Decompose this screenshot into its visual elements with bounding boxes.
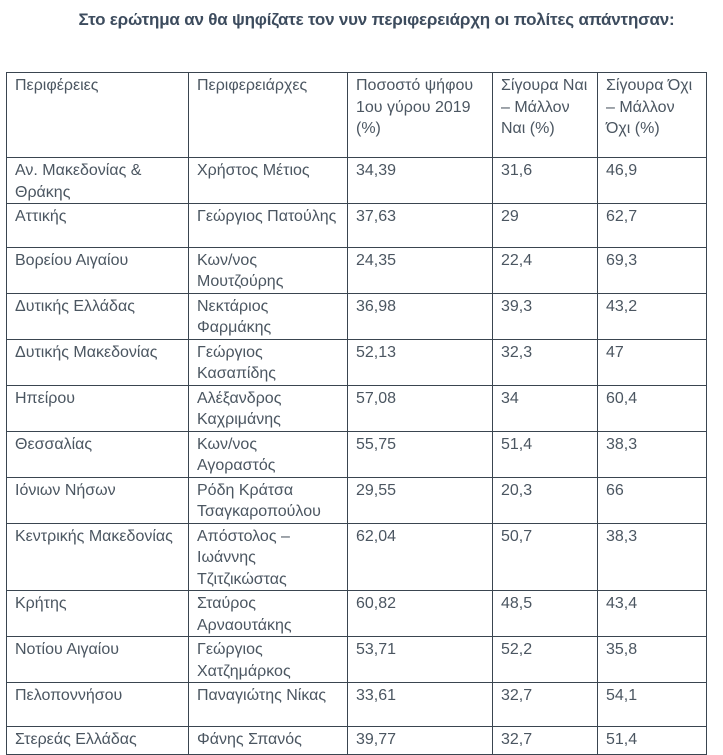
table-row (7, 293, 707, 339)
cell-yes-percent: 32,3 (493, 339, 598, 385)
cell-no-percent: 51,4 (598, 726, 707, 754)
cell-yes-percent: 34 (493, 385, 598, 431)
cell-first-round-vote: 52,13 (348, 339, 493, 385)
table-row (7, 591, 707, 637)
cell-region: Βορείου Αιγαίου (7, 247, 189, 293)
cell-yes-percent: 39,3 (493, 293, 598, 339)
cell-region: Κεντρικής Μακεδονίας (7, 523, 189, 591)
table-row (7, 683, 707, 727)
cell-region: Ιόνιων Νήσων (7, 477, 189, 523)
cell-region: Νοτίου Αιγαίου (7, 637, 189, 683)
cell-region: Αν. Μακεδονίας & Θράκης (7, 158, 189, 204)
cell-no-percent: 66 (598, 477, 707, 523)
cell-no-percent: 43,2 (598, 293, 707, 339)
cell-no-percent: 38,3 (598, 431, 707, 477)
cell-governor: Ρόδη Κράτσα Τσαγκαροπούλου (189, 477, 348, 523)
cell-governor: Γεώργιος Κασαπίδης (189, 339, 348, 385)
cell-no-percent: 60,4 (598, 385, 707, 431)
table-row (7, 339, 707, 385)
cell-yes-percent: 31,6 (493, 158, 598, 204)
page-title: Στο ερώτημα αν θα ψηφίζατε τον νυν περιφερειάρχη οι πολίτες απάντησαν: (78, 10, 675, 29)
cell-governor: Γεώργιος Χατζημάρκος (189, 637, 348, 683)
cell-region: Δυτικής Ελλάδας (7, 293, 189, 339)
cell-yes-percent: 20,3 (493, 477, 598, 523)
cell-first-round-vote: 39,77 (348, 726, 493, 754)
cell-governor: Κων/νος Μουτζούρης (189, 247, 348, 293)
cell-governor: Απόστολος – Ιωάννης Τζιτζικώστας (189, 523, 348, 591)
cell-no-percent: 62,7 (598, 204, 707, 248)
cell-governor: Σταύρος Αρναουτάκης (189, 591, 348, 637)
cell-yes-percent: 22,4 (493, 247, 598, 293)
header-first-round-vote: Ποσοστό ψήφου 1ου γύρου 2019 (%) (348, 73, 493, 158)
table-row (7, 385, 707, 431)
header-regions: Περιφέρειες (7, 73, 189, 158)
cell-first-round-vote: 57,08 (348, 385, 493, 431)
cell-first-round-vote: 24,35 (348, 247, 493, 293)
cell-no-percent: 43,4 (598, 591, 707, 637)
cell-governor: Νεκτάριος Φαρμάκης (189, 293, 348, 339)
header-governors: Περιφερειάρχες (189, 73, 348, 158)
cell-region: Πελοποννήσου (7, 683, 189, 727)
cell-governor: Φάνης Σπανός (189, 726, 348, 754)
table-row (7, 726, 707, 754)
cell-yes-percent: 32,7 (493, 726, 598, 754)
poll-results-table (6, 72, 707, 755)
cell-region: Δυτικής Μακεδονίας (7, 339, 189, 385)
table-row (7, 637, 707, 683)
cell-yes-percent: 52,2 (493, 637, 598, 683)
cell-first-round-vote: 62,04 (348, 523, 493, 591)
cell-no-percent: 35,8 (598, 637, 707, 683)
table-row (7, 477, 707, 523)
cell-yes-percent: 29 (493, 204, 598, 248)
cell-no-percent: 69,3 (598, 247, 707, 293)
cell-first-round-vote: 34,39 (348, 158, 493, 204)
cell-region: Αττικής (7, 204, 189, 248)
cell-governor: Κων/νος Αγοραστός (189, 431, 348, 477)
cell-region: Στερεάς Ελλάδας (7, 726, 189, 754)
cell-first-round-vote: 37,63 (348, 204, 493, 248)
table-row (7, 158, 707, 204)
table-row (7, 204, 707, 248)
cell-first-round-vote: 29,55 (348, 477, 493, 523)
cell-no-percent: 54,1 (598, 683, 707, 727)
table-row (7, 523, 707, 591)
header-yes: Σίγουρα Ναι – Μάλλον Ναι (%) (493, 73, 598, 158)
cell-first-round-vote: 55,75 (348, 431, 493, 477)
cell-yes-percent: 51,4 (493, 431, 598, 477)
cell-first-round-vote: 60,82 (348, 591, 493, 637)
cell-governor: Χρήστος Μέτιος (189, 158, 348, 204)
table-header-row (7, 73, 707, 158)
cell-yes-percent: 32,7 (493, 683, 598, 727)
cell-region: Ηπείρου (7, 385, 189, 431)
cell-governor: Παναγιώτης Νίκας (189, 683, 348, 727)
cell-no-percent: 46,9 (598, 158, 707, 204)
cell-first-round-vote: 36,98 (348, 293, 493, 339)
cell-region: Θεσσαλίας (7, 431, 189, 477)
cell-no-percent: 38,3 (598, 523, 707, 591)
cell-yes-percent: 50,7 (493, 523, 598, 591)
cell-governor: Γεώργιος Πατούλης (189, 204, 348, 248)
header-no: Σίγουρα Όχι – Μάλλον Όχι (%) (598, 73, 707, 158)
table-row (7, 247, 707, 293)
cell-first-round-vote: 33,61 (348, 683, 493, 727)
cell-region: Κρήτης (7, 591, 189, 637)
cell-no-percent: 47 (598, 339, 707, 385)
cell-governor: Αλέξανδρος Καχριμάνης (189, 385, 348, 431)
cell-yes-percent: 48,5 (493, 591, 598, 637)
cell-first-round-vote: 53,71 (348, 637, 493, 683)
table-row (7, 431, 707, 477)
